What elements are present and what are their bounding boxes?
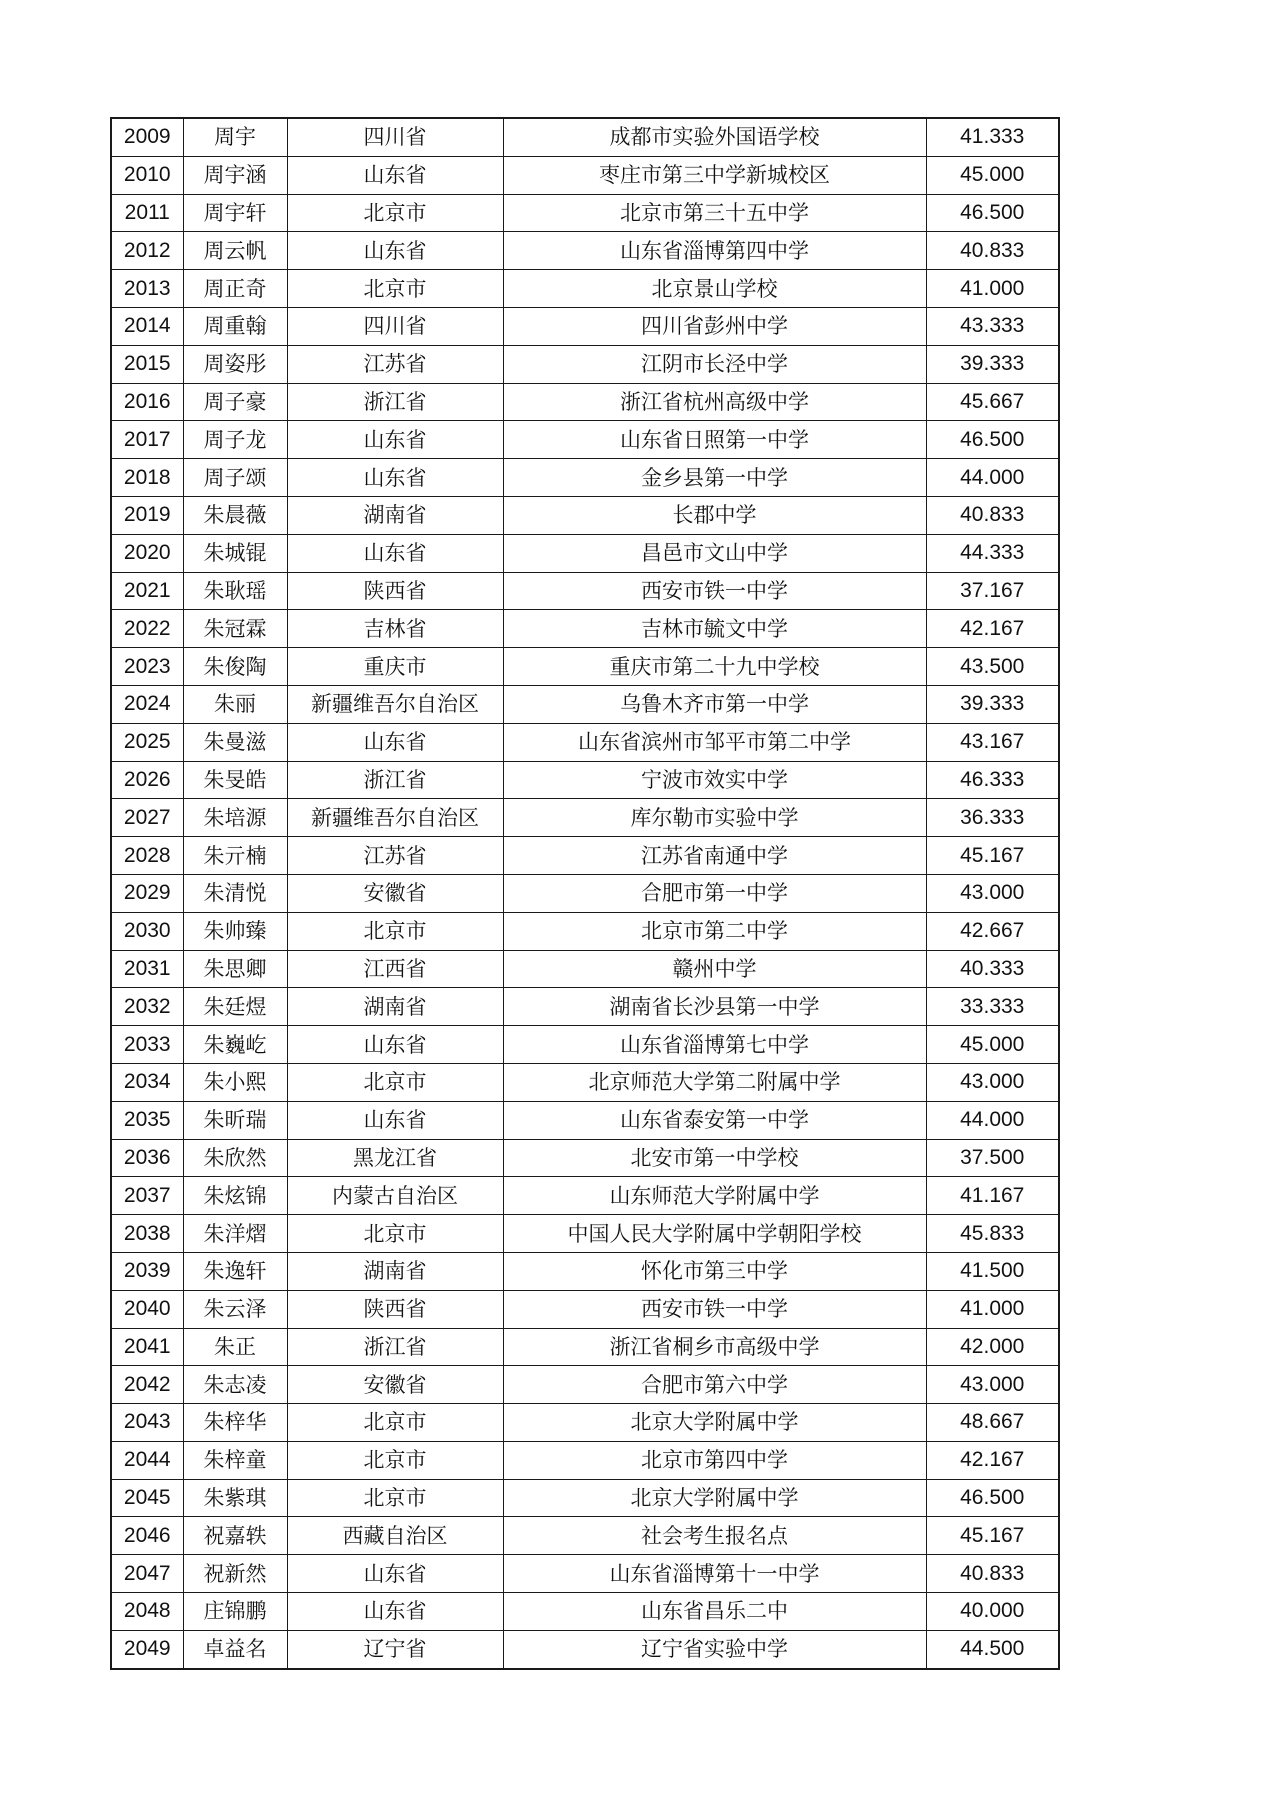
rank-cell: 2016 [111, 383, 183, 421]
province-cell: 浙江省 [287, 383, 503, 421]
score-cell: 40.833 [926, 1555, 1059, 1593]
name-cell: 朱旻皓 [183, 761, 287, 799]
province-cell: 北京市 [287, 912, 503, 950]
rank-cell: 2012 [111, 232, 183, 270]
province-cell: 山东省 [287, 1593, 503, 1631]
score-cell: 45.833 [926, 1215, 1059, 1253]
rank-cell: 2009 [111, 118, 183, 156]
name-cell: 朱冠霖 [183, 610, 287, 648]
name-cell: 朱曼滋 [183, 723, 287, 761]
school-cell: 北京景山学校 [503, 270, 926, 308]
name-cell: 朱思卿 [183, 950, 287, 988]
school-cell: 山东省淄博第四中学 [503, 232, 926, 270]
score-cell: 41.000 [926, 1290, 1059, 1328]
school-cell: 金乡县第一中学 [503, 459, 926, 497]
school-cell: 怀化市第三中学 [503, 1252, 926, 1290]
name-cell: 朱洋熠 [183, 1215, 287, 1253]
school-cell: 昌邑市文山中学 [503, 534, 926, 572]
school-cell: 浙江省杭州高级中学 [503, 383, 926, 421]
rank-cell: 2035 [111, 1101, 183, 1139]
name-cell: 朱清悦 [183, 874, 287, 912]
school-cell: 北京大学附属中学 [503, 1404, 926, 1442]
name-cell: 朱耿瑶 [183, 572, 287, 610]
name-cell: 周子颂 [183, 459, 287, 497]
name-cell: 朱炫锦 [183, 1177, 287, 1215]
school-cell: 四川省彭州中学 [503, 307, 926, 345]
table-row [111, 1593, 1059, 1631]
table-row [111, 1479, 1059, 1517]
name-cell: 卓益名 [183, 1630, 287, 1668]
school-cell: 北安市第一中学校 [503, 1139, 926, 1177]
table-row [111, 1139, 1059, 1177]
province-cell: 湖南省 [287, 1252, 503, 1290]
school-cell: 西安市铁一中学 [503, 1290, 926, 1328]
rank-cell: 2047 [111, 1555, 183, 1593]
school-cell: 江苏省南通中学 [503, 837, 926, 875]
school-cell: 北京市第三十五中学 [503, 194, 926, 232]
rank-cell: 2049 [111, 1630, 183, 1668]
score-cell: 42.667 [926, 912, 1059, 950]
province-cell: 山东省 [287, 1026, 503, 1064]
table-row [111, 383, 1059, 421]
rank-cell: 2019 [111, 496, 183, 534]
table-row [111, 1328, 1059, 1366]
rank-cell: 2011 [111, 194, 183, 232]
school-cell: 辽宁省实验中学 [503, 1630, 926, 1668]
province-cell: 湖南省 [287, 988, 503, 1026]
name-cell: 朱云泽 [183, 1290, 287, 1328]
table-row [111, 459, 1059, 497]
rank-cell: 2017 [111, 421, 183, 459]
rank-cell: 2048 [111, 1593, 183, 1631]
table-row [111, 912, 1059, 950]
province-cell: 山东省 [287, 232, 503, 270]
score-cell: 41.167 [926, 1177, 1059, 1215]
rank-cell: 2039 [111, 1252, 183, 1290]
score-cell: 40.000 [926, 1593, 1059, 1631]
province-cell: 吉林省 [287, 610, 503, 648]
school-cell: 山东省淄博第十一中学 [503, 1555, 926, 1593]
name-cell: 周云帆 [183, 232, 287, 270]
school-cell: 赣州中学 [503, 950, 926, 988]
school-cell: 宁波市效实中学 [503, 761, 926, 799]
province-cell: 北京市 [287, 1215, 503, 1253]
rank-cell: 2042 [111, 1366, 183, 1404]
name-cell: 周姿彤 [183, 345, 287, 383]
table-row [111, 1517, 1059, 1555]
score-cell: 42.167 [926, 1441, 1059, 1479]
school-cell: 西安市铁一中学 [503, 572, 926, 610]
score-cell: 43.000 [926, 874, 1059, 912]
score-cell: 40.833 [926, 496, 1059, 534]
name-cell: 朱小熙 [183, 1063, 287, 1101]
score-cell: 37.500 [926, 1139, 1059, 1177]
score-cell: 46.333 [926, 761, 1059, 799]
rank-cell: 2023 [111, 648, 183, 686]
rank-cell: 2036 [111, 1139, 183, 1177]
province-cell: 新疆维吾尔自治区 [287, 799, 503, 837]
table-row [111, 837, 1059, 875]
school-cell: 重庆市第二十九中学校 [503, 648, 926, 686]
score-cell: 41.333 [926, 118, 1059, 156]
province-cell: 四川省 [287, 307, 503, 345]
name-cell: 朱欣然 [183, 1139, 287, 1177]
province-cell: 湖南省 [287, 496, 503, 534]
school-cell: 吉林市毓文中学 [503, 610, 926, 648]
table-row [111, 761, 1059, 799]
province-cell: 北京市 [287, 270, 503, 308]
rank-cell: 2030 [111, 912, 183, 950]
name-cell: 周宇轩 [183, 194, 287, 232]
table-row [111, 1441, 1059, 1479]
province-cell: 山东省 [287, 1555, 503, 1593]
province-cell: 北京市 [287, 1479, 503, 1517]
table-row [111, 950, 1059, 988]
name-cell: 朱志凌 [183, 1366, 287, 1404]
school-cell: 山东省日照第一中学 [503, 421, 926, 459]
name-cell: 朱培源 [183, 799, 287, 837]
name-cell: 周宇 [183, 118, 287, 156]
province-cell: 内蒙古自治区 [287, 1177, 503, 1215]
table-row [111, 1366, 1059, 1404]
table-row [111, 496, 1059, 534]
table-row [111, 1177, 1059, 1215]
school-cell: 山东省滨州市邹平市第二中学 [503, 723, 926, 761]
school-cell: 山东师范大学附属中学 [503, 1177, 926, 1215]
table-row [111, 874, 1059, 912]
school-cell: 成都市实验外国语学校 [503, 118, 926, 156]
table-row [111, 572, 1059, 610]
name-cell: 朱逸轩 [183, 1252, 287, 1290]
score-cell: 41.500 [926, 1252, 1059, 1290]
province-cell: 山东省 [287, 459, 503, 497]
school-cell: 枣庄市第三中学新城校区 [503, 156, 926, 194]
school-cell: 江阴市长泾中学 [503, 345, 926, 383]
table-row [111, 1252, 1059, 1290]
province-cell: 浙江省 [287, 1328, 503, 1366]
province-cell: 西藏自治区 [287, 1517, 503, 1555]
rank-cell: 2034 [111, 1063, 183, 1101]
school-cell: 山东省泰安第一中学 [503, 1101, 926, 1139]
school-cell: 合肥市第六中学 [503, 1366, 926, 1404]
rank-cell: 2026 [111, 761, 183, 799]
table-row [111, 270, 1059, 308]
province-cell: 北京市 [287, 194, 503, 232]
score-cell: 48.667 [926, 1404, 1059, 1442]
school-cell: 乌鲁木齐市第一中学 [503, 685, 926, 723]
rank-cell: 2045 [111, 1479, 183, 1517]
score-cell: 43.167 [926, 723, 1059, 761]
province-cell: 陕西省 [287, 1290, 503, 1328]
school-cell: 北京大学附属中学 [503, 1479, 926, 1517]
score-cell: 40.333 [926, 950, 1059, 988]
rank-cell: 2021 [111, 572, 183, 610]
score-cell: 46.500 [926, 421, 1059, 459]
rank-cell: 2033 [111, 1026, 183, 1064]
results-table [110, 117, 1060, 1670]
rank-cell: 2040 [111, 1290, 183, 1328]
province-cell: 北京市 [287, 1404, 503, 1442]
results-table-body [111, 118, 1059, 1669]
score-cell: 46.500 [926, 194, 1059, 232]
school-cell: 湖南省长沙县第一中学 [503, 988, 926, 1026]
score-cell: 44.000 [926, 1101, 1059, 1139]
name-cell: 朱梓童 [183, 1441, 287, 1479]
province-cell: 北京市 [287, 1063, 503, 1101]
school-cell: 社会考生报名点 [503, 1517, 926, 1555]
table-row [111, 610, 1059, 648]
score-cell: 39.333 [926, 685, 1059, 723]
score-cell: 44.333 [926, 534, 1059, 572]
name-cell: 朱紫琪 [183, 1479, 287, 1517]
name-cell: 朱梓华 [183, 1404, 287, 1442]
name-cell: 周正奇 [183, 270, 287, 308]
rank-cell: 2029 [111, 874, 183, 912]
name-cell: 周重翰 [183, 307, 287, 345]
rank-cell: 2014 [111, 307, 183, 345]
table-row [111, 799, 1059, 837]
score-cell: 45.667 [926, 383, 1059, 421]
school-cell: 库尔勒市实验中学 [503, 799, 926, 837]
table-row [111, 1026, 1059, 1064]
province-cell: 新疆维吾尔自治区 [287, 685, 503, 723]
school-cell: 北京市第二中学 [503, 912, 926, 950]
score-cell: 39.333 [926, 345, 1059, 383]
school-cell: 山东省淄博第七中学 [503, 1026, 926, 1064]
province-cell: 山东省 [287, 534, 503, 572]
province-cell: 黑龙江省 [287, 1139, 503, 1177]
school-cell: 山东省昌乐二中 [503, 1593, 926, 1631]
province-cell: 山东省 [287, 1101, 503, 1139]
province-cell: 山东省 [287, 723, 503, 761]
name-cell: 朱丽 [183, 685, 287, 723]
province-cell: 安徽省 [287, 1366, 503, 1404]
province-cell: 重庆市 [287, 648, 503, 686]
rank-cell: 2043 [111, 1404, 183, 1442]
province-cell: 山东省 [287, 156, 503, 194]
name-cell: 周宇涵 [183, 156, 287, 194]
table-row [111, 685, 1059, 723]
score-cell: 45.000 [926, 1026, 1059, 1064]
table-row [111, 1101, 1059, 1139]
table-row [111, 648, 1059, 686]
table-row [111, 1404, 1059, 1442]
rank-cell: 2015 [111, 345, 183, 383]
table-row [111, 1555, 1059, 1593]
rank-cell: 2046 [111, 1517, 183, 1555]
score-cell: 45.000 [926, 156, 1059, 194]
table-row [111, 1063, 1059, 1101]
score-cell: 36.333 [926, 799, 1059, 837]
rank-cell: 2041 [111, 1328, 183, 1366]
score-cell: 33.333 [926, 988, 1059, 1026]
province-cell: 山东省 [287, 421, 503, 459]
score-cell: 46.500 [926, 1479, 1059, 1517]
name-cell: 朱俊陶 [183, 648, 287, 686]
school-cell: 北京市第四中学 [503, 1441, 926, 1479]
rank-cell: 2013 [111, 270, 183, 308]
score-cell: 42.000 [926, 1328, 1059, 1366]
name-cell: 朱城锟 [183, 534, 287, 572]
province-cell: 安徽省 [287, 874, 503, 912]
rank-cell: 2024 [111, 685, 183, 723]
score-cell: 41.000 [926, 270, 1059, 308]
rank-cell: 2020 [111, 534, 183, 572]
table-row [111, 988, 1059, 1026]
school-cell: 合肥市第一中学 [503, 874, 926, 912]
province-cell: 辽宁省 [287, 1630, 503, 1668]
score-cell: 43.500 [926, 648, 1059, 686]
province-cell: 北京市 [287, 1441, 503, 1479]
table-row [111, 232, 1059, 270]
table-row [111, 723, 1059, 761]
name-cell: 朱亓楠 [183, 837, 287, 875]
school-cell: 浙江省桐乡市高级中学 [503, 1328, 926, 1366]
rank-cell: 2044 [111, 1441, 183, 1479]
name-cell: 朱廷煜 [183, 988, 287, 1026]
table-row [111, 118, 1059, 156]
table-row [111, 534, 1059, 572]
province-cell: 江西省 [287, 950, 503, 988]
score-cell: 40.833 [926, 232, 1059, 270]
table-row [111, 1290, 1059, 1328]
name-cell: 朱晨薇 [183, 496, 287, 534]
score-cell: 43.000 [926, 1366, 1059, 1404]
score-cell: 45.167 [926, 837, 1059, 875]
score-cell: 43.000 [926, 1063, 1059, 1101]
score-cell: 45.167 [926, 1517, 1059, 1555]
rank-cell: 2032 [111, 988, 183, 1026]
province-cell: 浙江省 [287, 761, 503, 799]
rank-cell: 2027 [111, 799, 183, 837]
province-cell: 江苏省 [287, 837, 503, 875]
rank-cell: 2025 [111, 723, 183, 761]
province-cell: 四川省 [287, 118, 503, 156]
name-cell: 朱巍屹 [183, 1026, 287, 1064]
name-cell: 朱昕瑞 [183, 1101, 287, 1139]
province-cell: 江苏省 [287, 345, 503, 383]
table-row [111, 194, 1059, 232]
name-cell: 祝嘉轶 [183, 1517, 287, 1555]
rank-cell: 2010 [111, 156, 183, 194]
rank-cell: 2037 [111, 1177, 183, 1215]
name-cell: 朱帅臻 [183, 912, 287, 950]
school-cell: 长郡中学 [503, 496, 926, 534]
name-cell: 周子豪 [183, 383, 287, 421]
name-cell: 祝新然 [183, 1555, 287, 1593]
score-cell: 43.333 [926, 307, 1059, 345]
table-row [111, 307, 1059, 345]
name-cell: 庄锦鹏 [183, 1593, 287, 1631]
rank-cell: 2018 [111, 459, 183, 497]
rank-cell: 2031 [111, 950, 183, 988]
rank-cell: 2038 [111, 1215, 183, 1253]
table-row [111, 421, 1059, 459]
score-cell: 37.167 [926, 572, 1059, 610]
rank-cell: 2022 [111, 610, 183, 648]
name-cell: 朱正 [183, 1328, 287, 1366]
school-cell: 北京师范大学第二附属中学 [503, 1063, 926, 1101]
table-row [111, 156, 1059, 194]
table-row [111, 345, 1059, 383]
name-cell: 周子龙 [183, 421, 287, 459]
score-cell: 44.500 [926, 1630, 1059, 1668]
province-cell: 陕西省 [287, 572, 503, 610]
table-row [111, 1215, 1059, 1253]
table-row [111, 1630, 1059, 1668]
school-cell: 中国人民大学附属中学朝阳学校 [503, 1215, 926, 1253]
score-cell: 42.167 [926, 610, 1059, 648]
rank-cell: 2028 [111, 837, 183, 875]
score-cell: 44.000 [926, 459, 1059, 497]
